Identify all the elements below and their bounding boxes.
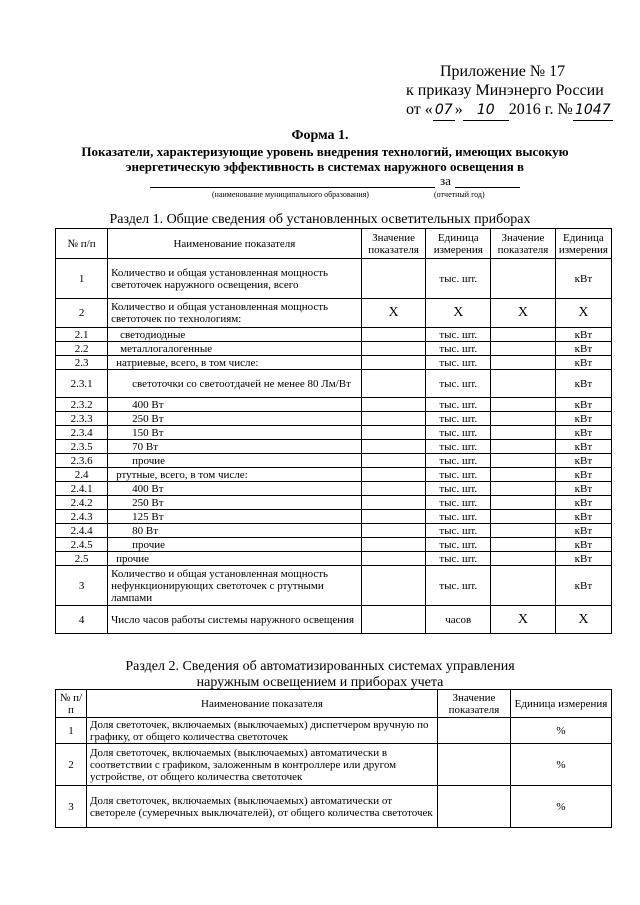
value-cell: [361, 552, 426, 566]
handwritten-day: 07: [433, 101, 455, 121]
value-cell: [491, 370, 556, 398]
row-number-cell: 4: [56, 606, 108, 634]
value-cell: [438, 718, 511, 744]
unit-cell: тыс. шт.: [426, 496, 491, 510]
row-number-cell: 2.4.2: [56, 496, 108, 510]
unit-cell: тыс. шт.: [426, 426, 491, 440]
indicator-name-cell: Количество и общая установленная мощность нефункционирующих светоточек с ртутными лампами: [108, 566, 362, 606]
section2-table: [55, 689, 612, 828]
unit-cell: X: [555, 299, 611, 328]
section1-header-row: [56, 229, 612, 259]
table-row: [56, 426, 612, 440]
period-caption: (отчетный год): [434, 190, 485, 199]
row-number-cell: 3: [56, 786, 87, 828]
table-row: [56, 566, 612, 606]
section2-header-row: [56, 690, 612, 718]
unit-cell: кВт: [555, 328, 611, 342]
row-number-cell: 2.4: [56, 468, 108, 482]
row-number-cell: 2: [56, 299, 108, 328]
row-number-cell: 2.3.5: [56, 440, 108, 454]
unit-cell: кВт: [555, 468, 611, 482]
unit-cell: тыс. шт.: [426, 468, 491, 482]
unit-cell: тыс. шт.: [426, 398, 491, 412]
indicator-name-cell: натриевые, всего, в том числе:: [108, 356, 362, 370]
table-row: [56, 342, 612, 356]
indicator-name-cell: Число часов работы системы наружного освещения: [108, 606, 362, 634]
unit-cell: кВт: [555, 524, 611, 538]
value-cell: [491, 468, 556, 482]
handwritten-month: 10: [463, 101, 509, 121]
value-cell: [491, 328, 556, 342]
table-row: [56, 370, 612, 398]
row-number-cell: 2.3.3: [56, 412, 108, 426]
section1-title: Раздел 1. Общие сведения об установленных осветительных приборах: [109, 212, 531, 227]
table-row: [56, 328, 612, 342]
indicator-name-cell: Доля светоточек, включаемых (выключаемых) автоматически от светореле (сумеречных выключателей), от общего количества светоточек: [87, 786, 438, 828]
indicator-name-cell: прочие: [108, 538, 362, 552]
value-cell: [491, 426, 556, 440]
value-cell: [491, 454, 556, 468]
row-number-cell: 1: [56, 718, 87, 744]
unit-cell: кВт: [555, 566, 611, 606]
unit-cell: кВт: [555, 398, 611, 412]
indicator-name-cell: 80 Вт: [108, 524, 362, 538]
unit-cell: тыс. шт.: [426, 356, 491, 370]
unit-cell: кВт: [555, 426, 611, 440]
header-cell: Значение показателя: [438, 690, 511, 718]
value-cell: X: [491, 299, 556, 328]
table-row: [56, 552, 612, 566]
indicator-name-cell: 400 Вт: [108, 398, 362, 412]
value-cell: [361, 566, 426, 606]
value-cell: [491, 482, 556, 496]
unit-cell: кВт: [555, 496, 611, 510]
indicator-name-cell: 250 Вт: [108, 496, 362, 510]
indicator-name-cell: прочие: [108, 454, 362, 468]
value-cell: [491, 524, 556, 538]
header-cell: Единица измерения: [426, 229, 491, 259]
indicator-name-cell: металлогалогенные: [108, 342, 362, 356]
value-cell: [361, 328, 426, 342]
value-cell: [491, 259, 556, 299]
unit-cell: тыс. шт.: [426, 440, 491, 454]
indicator-name-cell: Доля светоточек, включаемых (выключаемых) автоматически в соответствии с графиком, заложенным в контроллере или другом устройстве, от общего количества светоточек: [87, 744, 438, 786]
unit-cell: тыс. шт.: [426, 552, 491, 566]
value-cell: [491, 538, 556, 552]
indicator-name-cell: светоточки со светоотдачей не менее 80 Лм/Вт: [108, 370, 362, 398]
unit-cell: кВт: [555, 538, 611, 552]
value-cell: [438, 744, 511, 786]
row-number-cell: 2.3.2: [56, 398, 108, 412]
table-row: [56, 786, 612, 828]
row-number-cell: 3: [56, 566, 108, 606]
unit-cell: тыс. шт.: [426, 524, 491, 538]
value-cell: [361, 412, 426, 426]
unit-cell: тыс. шт.: [426, 412, 491, 426]
value-cell: [361, 259, 426, 299]
value-cell: [491, 342, 556, 356]
unit-cell: кВт: [555, 440, 611, 454]
unit-cell: тыс. шт.: [426, 370, 491, 398]
row-number-cell: 2.4.5: [56, 538, 108, 552]
unit-cell: тыс. шт.: [426, 259, 491, 299]
row-number-cell: 2.3: [56, 356, 108, 370]
value-cell: [361, 510, 426, 524]
unit-cell: %: [511, 718, 612, 744]
form-subtitle: Показатели, характеризующие уровень внедрения технологий, имеющих высокую энергетическую эффективность в системах наружного освещения в: [81, 144, 569, 174]
indicator-name-cell: 125 Вт: [108, 510, 362, 524]
handwritten-order-number: 1047: [573, 101, 613, 121]
unit-cell: тыс. шт.: [426, 454, 491, 468]
indicator-name-cell: 150 Вт: [108, 426, 362, 440]
row-number-cell: 2: [56, 744, 87, 786]
annex-date-line: [406, 100, 613, 121]
row-number-cell: 2.1: [56, 328, 108, 342]
indicator-name-cell: 70 Вт: [108, 440, 362, 454]
value-cell: [361, 482, 426, 496]
unit-cell: кВт: [555, 356, 611, 370]
unit-cell: тыс. шт.: [426, 482, 491, 496]
table-row: [56, 744, 612, 786]
form-title: Форма 1.: [291, 128, 349, 143]
row-number-cell: 2.4.3: [56, 510, 108, 524]
value-cell: [361, 440, 426, 454]
header-cell: Значение показателя: [361, 229, 426, 259]
value-cell: [361, 524, 426, 538]
table-row: [56, 524, 612, 538]
value-cell: [491, 510, 556, 524]
value-cell: [491, 566, 556, 606]
unit-cell: X: [555, 606, 611, 634]
value-cell: [361, 342, 426, 356]
table-row: [56, 259, 612, 299]
indicator-name-cell: Количество и общая установленная мощность светоточек по технологиям:: [108, 299, 362, 328]
table-row: [56, 299, 612, 328]
row-number-cell: 2.5: [56, 552, 108, 566]
table-row: [56, 538, 612, 552]
row-number-cell: 2.3.4: [56, 426, 108, 440]
unit-cell: часов: [426, 606, 491, 634]
unit-cell: тыс. шт.: [426, 510, 491, 524]
section1-table: [55, 228, 612, 634]
table-row: [56, 356, 612, 370]
annex-block: [406, 62, 613, 121]
value-cell: [491, 440, 556, 454]
za-label: за: [440, 173, 451, 188]
unit-cell: тыс. шт.: [426, 538, 491, 552]
unit-cell: тыс. шт.: [426, 342, 491, 356]
value-cell: [491, 356, 556, 370]
value-cell: X: [491, 606, 556, 634]
header-cell: Единица измерения: [511, 690, 612, 718]
unit-cell: кВт: [555, 342, 611, 356]
unit-cell: тыс. шт.: [426, 566, 491, 606]
table-row: [56, 440, 612, 454]
header-cell: Наименование показателя: [108, 229, 362, 259]
table-row: [56, 468, 612, 482]
table-row: [56, 496, 612, 510]
date-year: 2016 г. №: [508, 101, 573, 118]
period-fill-line: [455, 187, 520, 188]
fill-line-row: [150, 175, 520, 189]
header-cell: Единица измерения: [555, 229, 611, 259]
table-row: [56, 482, 612, 496]
indicator-name-cell: ртутные, всего, в том числе:: [108, 468, 362, 482]
table-row: [56, 606, 612, 634]
indicator-name-cell: Доля светоточек, включаемых (выключаемых) диспетчером вручную по графику, от общего количества светоточек: [87, 718, 438, 744]
table-row: [56, 510, 612, 524]
value-cell: [361, 606, 426, 634]
value-cell: [361, 496, 426, 510]
row-number-cell: 2.3.1: [56, 370, 108, 398]
header-cell: № п/п: [56, 690, 87, 718]
unit-cell: кВт: [555, 370, 611, 398]
row-number-cell: 1: [56, 259, 108, 299]
value-cell: [491, 412, 556, 426]
value-cell: [361, 468, 426, 482]
annex-title: Приложение № 17: [440, 63, 566, 80]
date-prefix: от «: [406, 101, 433, 118]
header-cell: № п/п: [56, 229, 108, 259]
unit-cell: тыс. шт.: [426, 328, 491, 342]
indicator-name-cell: 400 Вт: [108, 482, 362, 496]
unit-cell: кВт: [555, 454, 611, 468]
indicator-name-cell: прочие: [108, 552, 362, 566]
value-cell: X: [361, 299, 426, 328]
row-number-cell: 2.3.6: [56, 454, 108, 468]
table-row: [56, 718, 612, 744]
value-cell: [361, 398, 426, 412]
unit-cell: кВт: [555, 510, 611, 524]
value-cell: [491, 398, 556, 412]
unit-cell: кВт: [555, 552, 611, 566]
table-row: [56, 412, 612, 426]
value-cell: [361, 370, 426, 398]
row-number-cell: 2.4.4: [56, 524, 108, 538]
row-number-cell: 2.2: [56, 342, 108, 356]
header-cell: Наименование показателя: [87, 690, 438, 718]
annex-order-ref: к приказу Минэнерго России: [406, 82, 604, 99]
row-number-cell: 2.4.1: [56, 482, 108, 496]
unit-cell: %: [511, 744, 612, 786]
section2-title: Раздел 2. Сведения об автоматизированных системах управления наружным освещением и приборах учета: [125, 659, 515, 690]
value-cell: [361, 538, 426, 552]
municipality-fill-line: [150, 187, 435, 188]
unit-cell: кВт: [555, 482, 611, 496]
table-row: [56, 454, 612, 468]
value-cell: [361, 356, 426, 370]
table-row: [56, 398, 612, 412]
unit-cell: кВт: [555, 412, 611, 426]
unit-cell: %: [511, 786, 612, 828]
indicator-name-cell: 250 Вт: [108, 412, 362, 426]
date-sep: »: [454, 101, 463, 118]
value-cell: [491, 496, 556, 510]
value-cell: [438, 786, 511, 828]
value-cell: [491, 552, 556, 566]
indicator-name-cell: светодиодные: [108, 328, 362, 342]
unit-cell: X: [426, 299, 491, 328]
value-cell: [361, 426, 426, 440]
municipality-caption: (наименование муниципального образования): [212, 190, 369, 199]
indicator-name-cell: Количество и общая установленная мощность светоточек наружного освещения, всего: [108, 259, 362, 299]
header-cell: Значение показателя: [491, 229, 556, 259]
value-cell: [361, 454, 426, 468]
unit-cell: кВт: [555, 259, 611, 299]
